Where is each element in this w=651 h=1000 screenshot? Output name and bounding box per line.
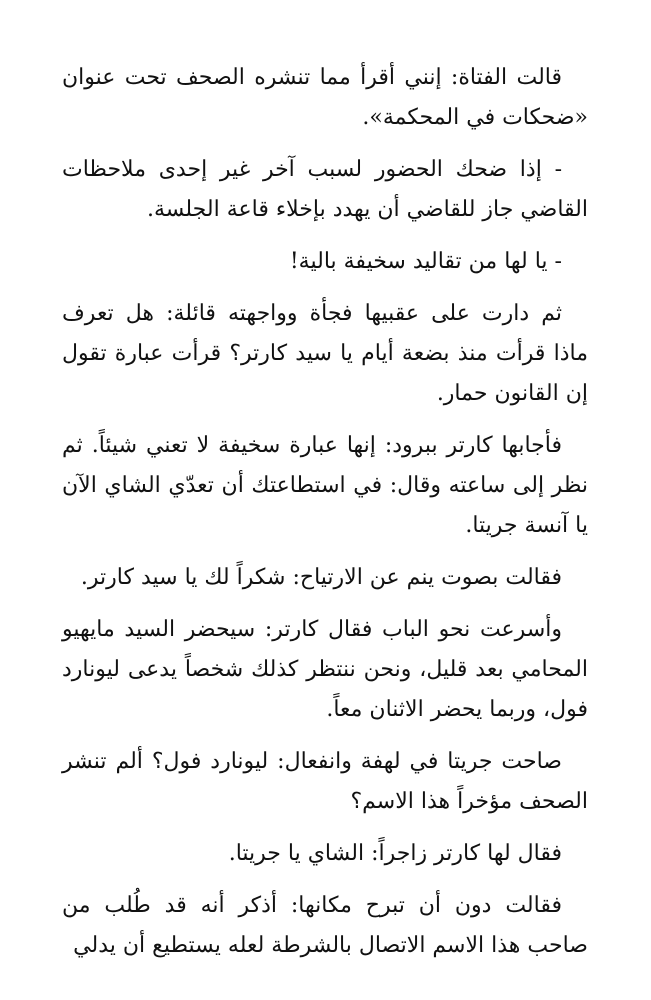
paragraph-1: قالت الفتاة: إنني أقرأ مما تنشره الصحف تحت عنوان «ضحكات في المحكمة». xyxy=(62,65,588,130)
paragraph-8: صاحت جريتا في لهفة وانفعال: ليونارد فول؟ ألم تنشر الصحف مؤخراً هذا الاسم؟ xyxy=(62,749,588,814)
paragraph-4: ثم دارت على عقبيها فجأة وواجهته قائلة: هل تعرف ماذا قرأت منذ بضعة أيام يا سيد كارتر؟ قرأت عبارة تقول إن القانون حمار. xyxy=(62,301,588,406)
paragraph-2: - إذا ضحك الحضور لسبب آخر غير إحدى ملاحظات القاضي جاز للقاضي أن يهدد بإخلاء قاعة الجلسة. xyxy=(62,157,588,222)
paragraph-9: فقال لها كارتر زاجراً: الشاي يا جريتا. xyxy=(228,841,562,866)
paragraph-7: وأسرعت نحو الباب فقال كارتر: سيحضر السيد مايهيو المحامي بعد قليل، ونحن ننتظر كذلك شخصاً يدعى ليونارد فول، وربما يحضر الاثنان معاً. xyxy=(62,617,588,722)
paragraph-5: فأجابها كارتر ببرود: إنها عبارة سخيفة لا تعني شيئاً. ثم نظر إلى ساعته وقال: في استطاعتك أن تعدّي الشاي الآن يا آنسة جريتا. xyxy=(62,433,588,538)
paragraph-10: فقالت دون أن تبرح مكانها: أذكر أنه قد طُلب من صاحب هذا الاسم الاتصال بالشرطة لعله يستطيع أن يدلي xyxy=(62,893,588,958)
book-page xyxy=(62,58,588,978)
paragraph-3: - يا لها من تقاليد سخيفة بالية! xyxy=(289,249,562,274)
paragraph-6: فقالت بصوت ينم عن الارتياح: شكراً لك يا سيد كارتر. xyxy=(80,565,562,590)
